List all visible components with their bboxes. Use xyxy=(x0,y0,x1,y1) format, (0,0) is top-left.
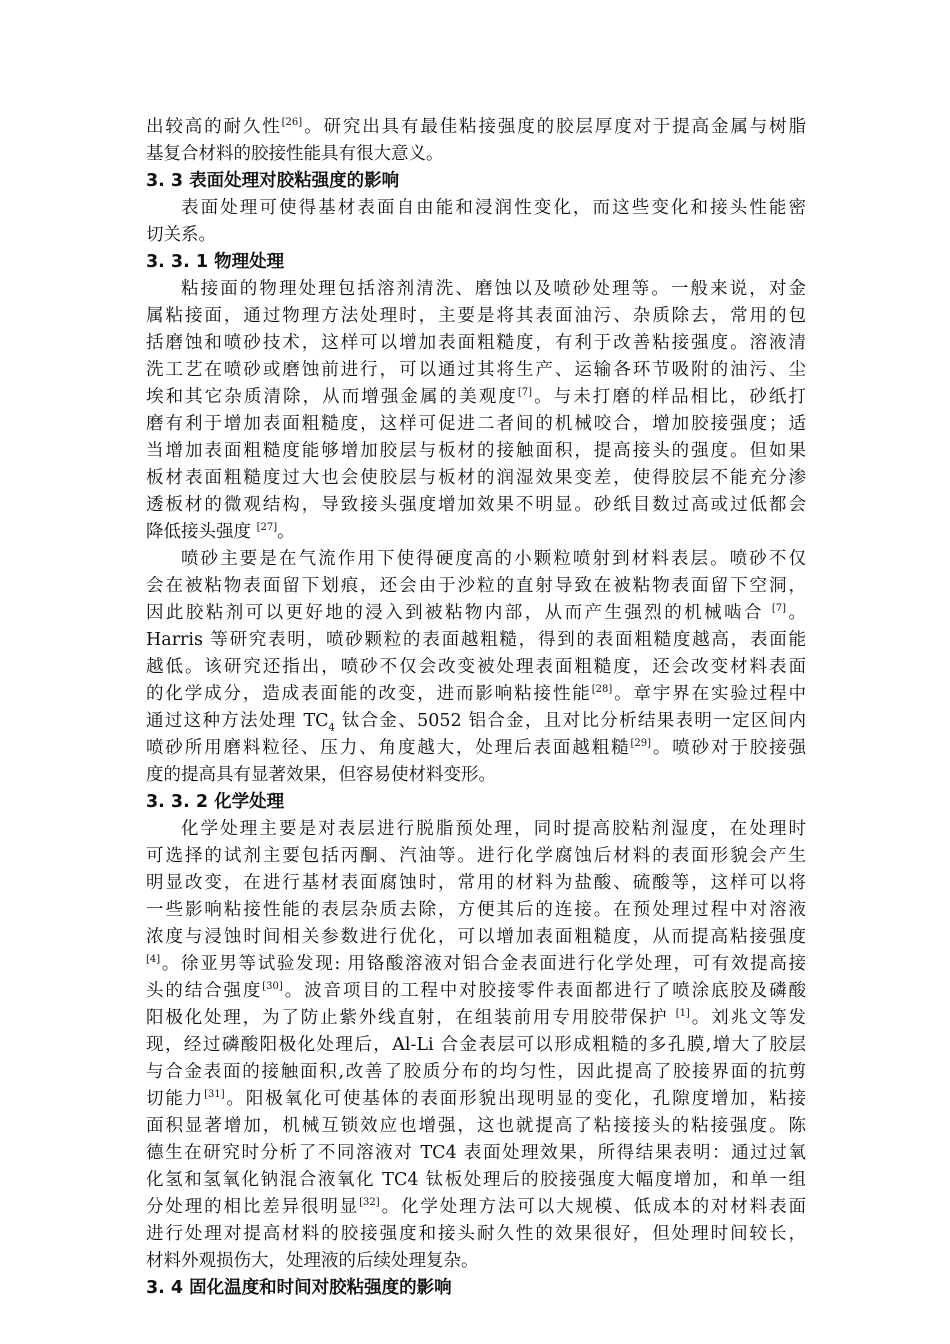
subscript: 4 xyxy=(328,722,335,734)
citation-ref: [26] xyxy=(281,117,303,129)
text-line: 括磨蚀和喷砂技术，这样可以增加表面粗糙度，有利于改善粘接强度。溶液清 xyxy=(146,333,806,353)
section-heading-3-3-1: 3. 3. 1 物理处理 xyxy=(146,252,285,272)
text-line: 属粘接面，通过物理方法处理时，主要是将其表面油污、杂质除去，常用的包 xyxy=(146,306,806,326)
text-line: 头的结合强度[30]。波音项目的工程中对胶接零件表面都进行了喷涂底胶及磷酸 xyxy=(146,981,806,1001)
text-line: 基复合材料的胶接性能具有很大意义。 xyxy=(146,144,444,164)
text-line: 粘接面的物理处理包括溶剂清洗、磨蚀以及喷砂处理等。一般来说，对金 xyxy=(181,279,806,299)
text-line: 通过这种方法处理 $TC_4$ 钛合金、5052 铝合金，且对比分析结果表明一定区间内 xyxy=(146,711,806,734)
citation-ref: [31] xyxy=(204,1089,225,1101)
citation-ref: [1] xyxy=(675,1008,690,1020)
text-line: 浓度与浸蚀时间相关参数进行优化，可以增加表面粗糙度，从而提高粘接强度 xyxy=(146,927,806,947)
citation-ref: [32] xyxy=(359,1197,380,1209)
text-line: 可选择的试剂主要包括丙酮、汽油等。进行化学腐蚀后材料的表面形貌会产生 xyxy=(146,846,806,866)
text-line: 当增加表面粗糙度能够增加胶层与板材的接触面积，提高接头的强度。但如果 xyxy=(146,441,806,461)
citation-ref: [4] xyxy=(146,954,161,966)
text-line: 因此胶粘剂可以更好地的浸入到被粘物内部，从而产生强烈的机械啮合 [7]。 xyxy=(146,603,806,623)
citation-ref: [29] xyxy=(630,738,651,750)
text-line: 面积显著增加，机械互锁效应也增强，这也就提高了粘接接头的粘接强度。陈 xyxy=(146,1116,806,1136)
document-page xyxy=(146,114,806,1302)
text-line: 分处理的相比差异很明显[32]。化学处理方法可以大规模、低成本的对材料表面 xyxy=(146,1197,806,1217)
text-line: 喷砂所用磨料粒径、压力、角度越大，处理后表面越粗糙[29]。喷砂对于胶接强 xyxy=(146,738,806,758)
paragraph-physical-treatment xyxy=(146,276,806,546)
citation-ref: [7] xyxy=(517,387,533,399)
text-line: 度的提高具有显著效果，但容易使材料变形。 xyxy=(146,765,496,785)
text-line: 透板材的微观结构，导致接头强度增加效果不明显。砂纸目数过高或过低都会 xyxy=(146,495,806,515)
citation-ref: [30] xyxy=(262,981,283,993)
paragraph-chemical-treatment xyxy=(146,816,806,1275)
paragraph-sandblasting xyxy=(146,546,806,789)
text-line: 一些影响粘接性能的表层杂质去除，方便其后的连接。在预处理过程中对溶液 xyxy=(146,900,806,920)
citation-ref: [27] xyxy=(256,522,278,534)
text-line: 德生在研究时分析了不同溶液对 TC4 表面处理效果，所得结果表明：通过过氧 xyxy=(146,1143,806,1163)
section-heading-3-3-2: 3. 3. 2 化学处理 xyxy=(146,792,285,812)
text-line: Harris 等研究表明，喷砂颗粒的表面越粗糙，得到的表面粗糙度越高，表面能 xyxy=(146,630,806,650)
paragraph-intro xyxy=(146,114,806,168)
text-line: 现，经过磷酸阳极化处理后，Al-Li 合金表层可以形成粗糙的多孔膜,增大了胶层 xyxy=(146,1035,806,1055)
text-line: 埃和其它杂质清除，从而增强金属的美观度[7]。与未打磨的样品相比，砂纸打 xyxy=(146,387,806,407)
text-line: 洗工艺在喷砂或磨蚀前进行，可以通过其将生产、运输各环节吸附的油污、尘 xyxy=(146,360,806,380)
section-heading-3-4: 3. 4 固化温度和时间对胶粘强度的影响 xyxy=(146,1278,452,1298)
text-line: 板材表面粗糙度过大也会使胶层与板材的润湿效果变差，使得胶层不能充分渗 xyxy=(146,468,806,488)
text-line: 阳极化处理，为了防止紫外线直射，在组装前用专用胶带保护 [1]。刘兆文等发 xyxy=(146,1008,806,1028)
text-line: 化学处理主要是对表层进行脱脂预处理，同时提高胶粘剂湿度，在处理时 xyxy=(181,819,806,839)
text-line: 磨有利于增加表面粗糙度，这样可促进二者间的机械咬合，增加胶接强度；适 xyxy=(146,414,806,434)
text-line: 越低。该研究还指出，喷砂不仅会改变被处理表面粗糙度，还会改变材料表面 xyxy=(146,657,806,677)
text-line: 切能力[31]。阳极氧化可使基体的表面形貌出现明显的变化，孔隙度增加，粘接 xyxy=(146,1089,806,1109)
citation-ref: [7] xyxy=(771,603,787,615)
text-line: 的化学成分，造成表面能的改变，进而影响粘接性能[28]。章宇界在实验过程中 xyxy=(146,684,806,704)
text-line: 表面处理可使得基材表面自由能和浸润性变化，而这些变化和接头性能密 xyxy=(181,198,806,218)
text-line: 出较高的耐久性[26]。研究出具有最佳粘接强度的胶层厚度对于提高金属与树脂 xyxy=(146,117,806,137)
text-line: 化氢和氢氧化钠混合液氧化 TC4 钛板处理后的胶接强度大幅度增加，和单一组 xyxy=(146,1170,806,1190)
paragraph-surface-treatment xyxy=(146,195,806,249)
text-line: 切关系。 xyxy=(146,225,216,245)
citation-ref: [28] xyxy=(591,684,613,696)
text-line: 降低接头强度 [27]。 xyxy=(146,522,295,542)
text-line: 会在被粘物表面留下划痕，还会由于沙粒的直射导致在被粘物表面留下空洞， xyxy=(146,576,806,596)
text-line: 与合金表面的接触面积,改善了胶质分布的均匀性，因此提高了胶接界面的抗剪 xyxy=(146,1062,806,1082)
text-line: 进行处理对提高材料的胶接强度和接头耐久性的效果很好，但处理时间较长， xyxy=(146,1224,806,1244)
section-heading-3-3: 3. 3 表面处理对胶粘强度的影响 xyxy=(146,171,400,191)
text-line: 喷砂主要是在气流作用下使得硬度高的小颗粒喷射到材料表层。喷砂不仅 xyxy=(181,549,806,569)
text-line: [4]。徐亚男等试验发现: 用铬酸溶液对铝合金表面进行化学处理，可有效提高接 xyxy=(146,954,806,974)
text-line: 明显改变，在进行基材表面腐蚀时，常用的材料为盐酸、硫酸等，这样可以将 xyxy=(146,873,806,893)
text-line: 材料外观损伤大，处理液的后续处理复杂。 xyxy=(146,1251,479,1271)
